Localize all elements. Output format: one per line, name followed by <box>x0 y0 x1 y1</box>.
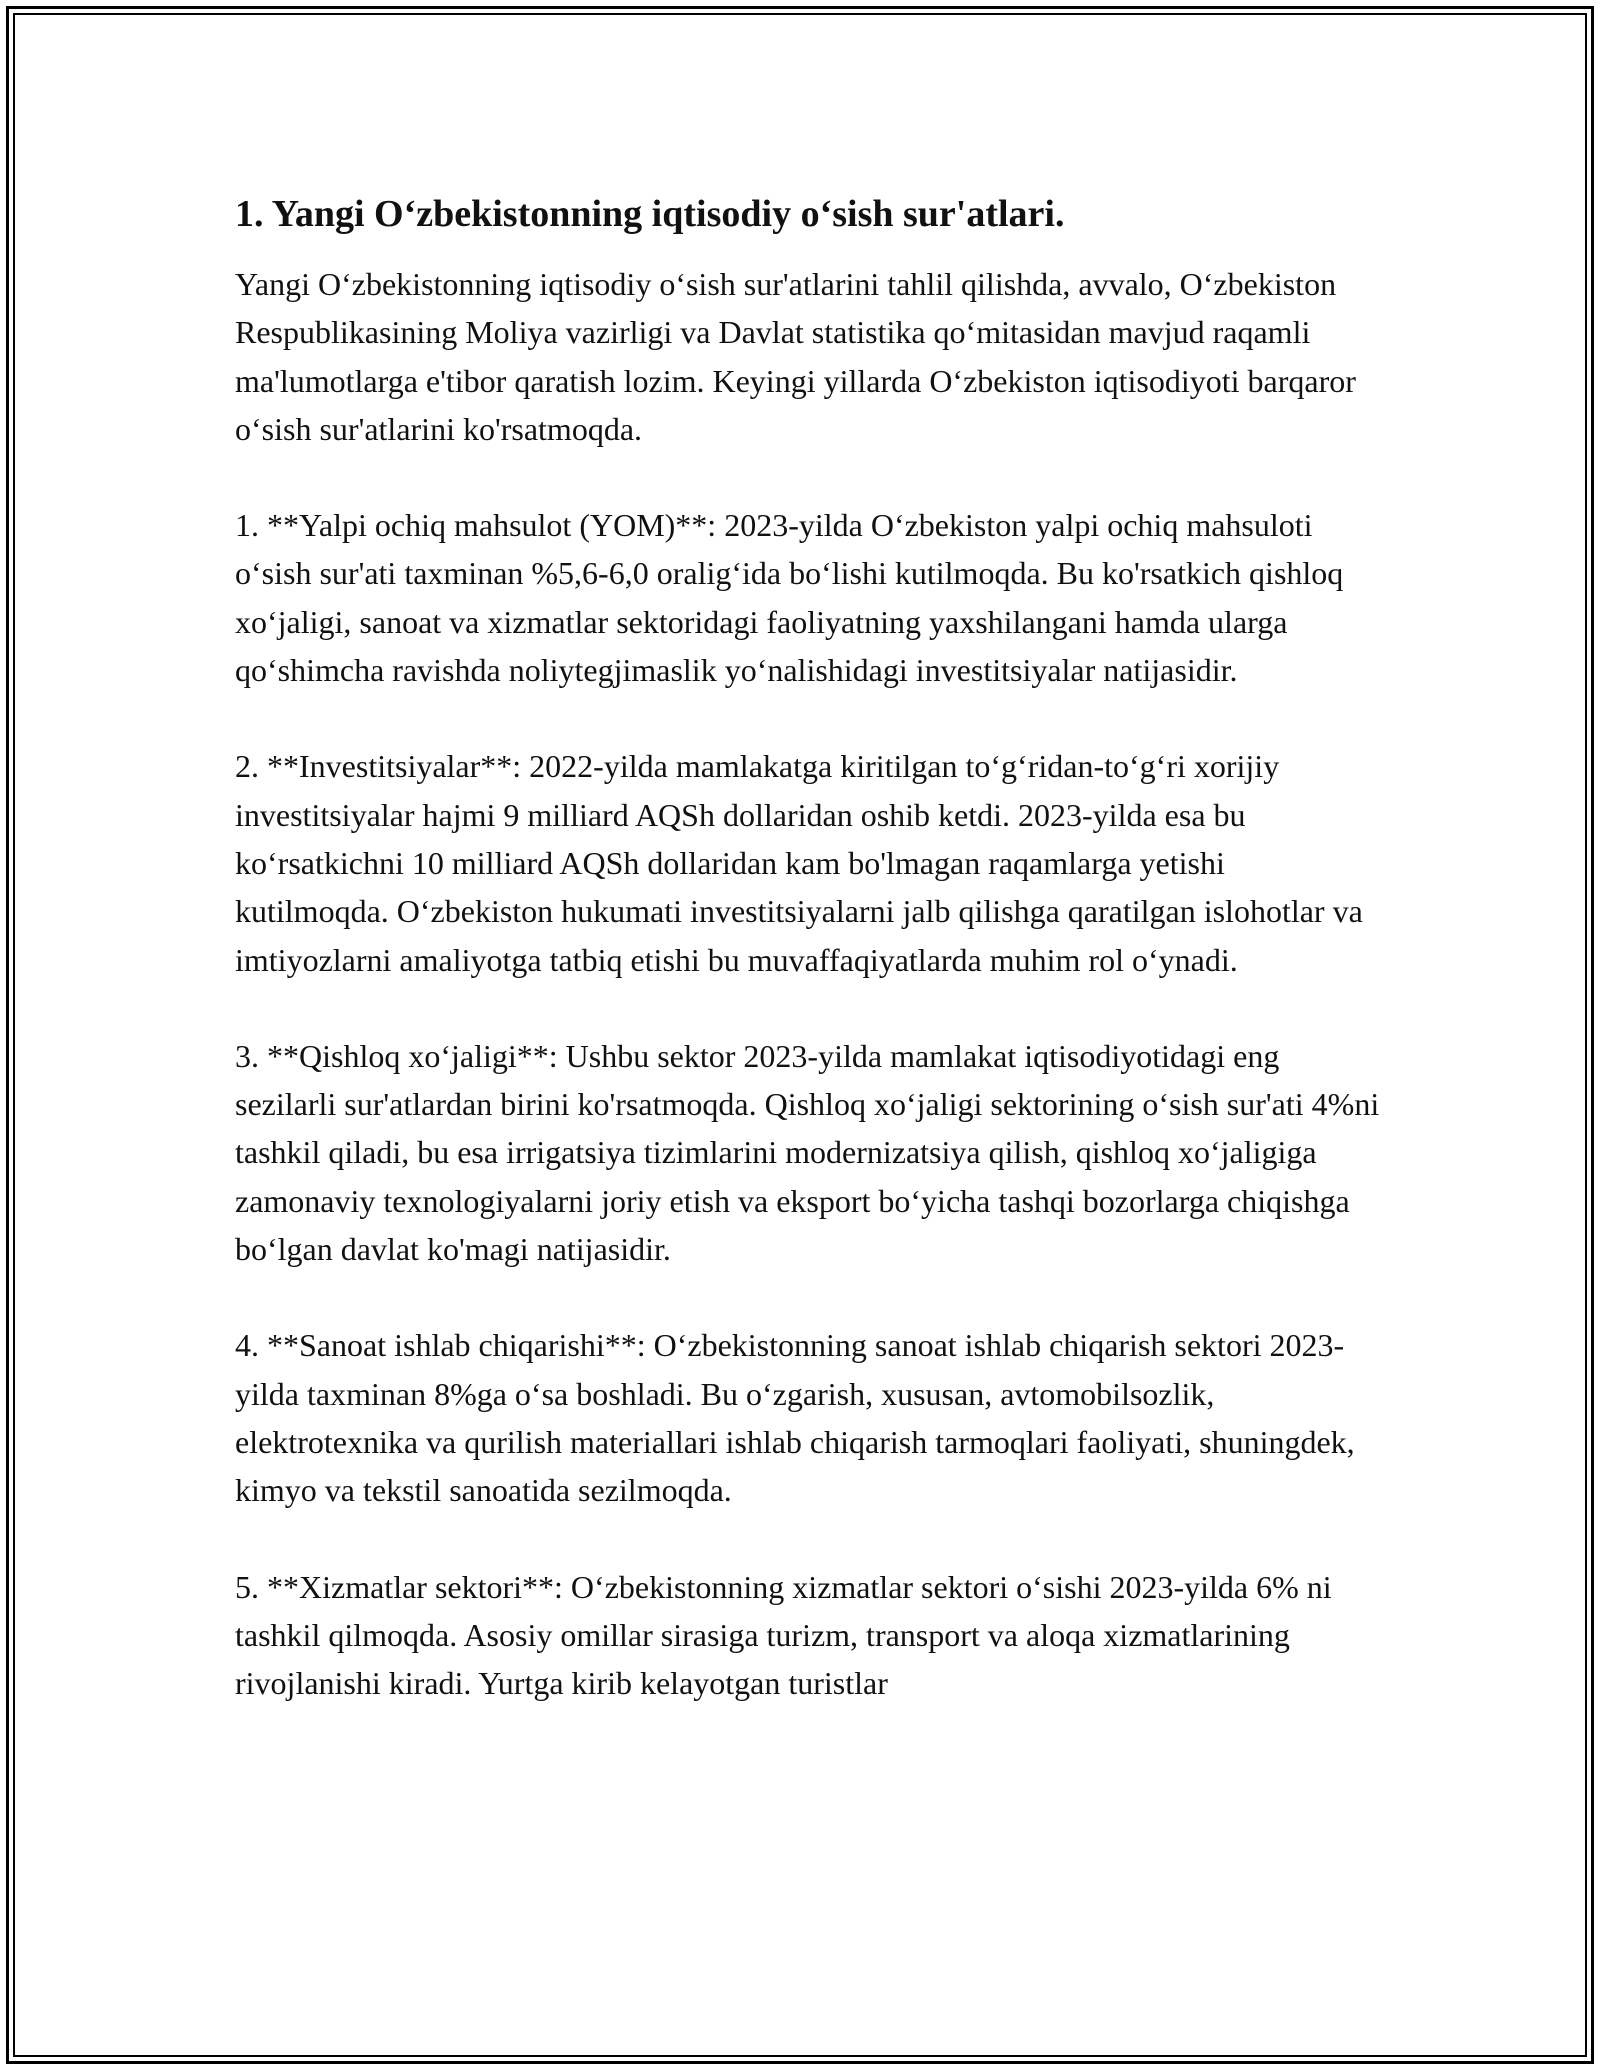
intro-paragraph: Yangi O‘zbekistonning iqtisodiy o‘sish sur'atlarini tahlil qilishda, avvalo, O‘zbekiston Respublikasining Moliya vazirligi va Davlat statistika qo‘mitasidan mavjud raqamli ma'lumotlarga e'tibor qaratish lozim. Keyingi yillarda O‘zbekiston iqtisodiyoti barqaror o‘sish sur'atlarini ko'rsatmoqda. <box>235 266 1356 447</box>
document-body <box>235 188 1385 1707</box>
document-title: 1. Yangi O‘zbekistonning iqtisodiy o‘sish sur'atlari. <box>235 193 1065 235</box>
paragraph-investments: 2. **Investitsiyalar**: 2022-yilda mamlakatga kiritilgan to‘g‘ridan-to‘g‘ri xorijiy investitsiyalar hajmi 9 milliard AQSh dollaridan oshib ketdi. 2023-yilda esa bu ko‘rsatkichni 10 milliard AQSh dollaridan kam bo'lmagan raqamlarga yetishi kutilmoqda. O‘zbekiston hukumati investitsiyalarni jalb qilishga qaratilgan islohotlar va imtiyozlarni amaliyotga tatbiq etishi bu muvaffaqiyatlarda muhim rol o‘ynadi. <box>235 748 1363 978</box>
paragraph-services: 5. **Xizmatlar sektori**: O‘zbekistonning xizmatlar sektori o‘sishi 2023-yilda 6% ni tashkil qilmoqda. Asosiy omillar sirasiga turizm, transport va aloqa xizmatlarining rivojlanishi kiradi. Yurtga kirib kelayotgan turistlar <box>235 1568 1332 1702</box>
paragraph-industry: 4. **Sanoat ishlab chiqarishi**: O‘zbekistonning sanoat ishlab chiqarish sektori 2023-yilda taxminan 8%ga o‘sa boshladi. Bu o‘zgarish, xususan, avtomobilsozlik, elektrotexnika va qurilish materiallari ishlab chiqarish tarmoqlari faoliyati, shuningdek, kimyo va tekstil sanoatida sezilmoqda. <box>235 1327 1355 1509</box>
paragraph-gdp: 1. **Yalpi ochiq mahsulot (YOM)**: 2023-yilda O‘zbekiston yalpi ochiq mahsuloti o‘sish sur'ati taxminan %5,6-6,0 oralig‘ida bo‘lishi kutilmoqda. Bu ko'rsatkich qishloq xo‘jaligi, sanoat va xizmatlar sektoridagi faoliyatning yaxshilangani hamda ularga qo‘shimcha ravishda noliytegjimaslik yo‘nalishidagi investitsiyalar natijasidir. <box>235 507 1344 689</box>
paragraph-agriculture: 3. **Qishloq xo‘jaligi**: Ushbu sektor 2023-yilda mamlakat iqtisodiyotidagi eng sezilarli sur'atlardan birini ko'rsatmoqda. Qishloq xo‘jaligi sektorining o‘sish sur'ati 4%ni tashkil qiladi, bu esa irrigatsiya tizimlarini modernizatsiya qilish, qishloq xo‘jaligiga zamonaviy texnologiyalarni joriy etish va eksport bo‘yicha tashqi bozorlarga chiqishga bo‘lgan davlat ko'magi natijasidir. <box>235 1037 1380 1268</box>
